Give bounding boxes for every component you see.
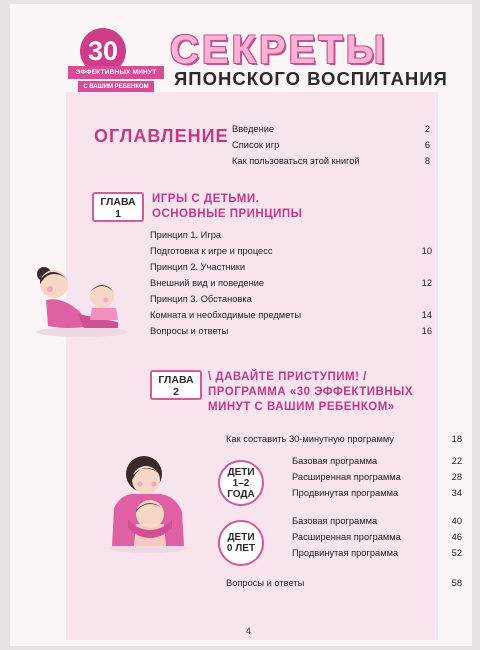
- toc-item[interactable]: Базовая программа: [292, 456, 378, 466]
- toc-item[interactable]: Вопросы и ответы: [150, 326, 229, 336]
- chapter-title-line: ПРОГРАММА «30 ЭФФЕКТИВНЫХ: [208, 386, 414, 398]
- toc-item[interactable]: Комната и необходимые предметы: [150, 310, 301, 320]
- age-badge-line: 0 ЛЕТ: [226, 543, 256, 554]
- chapter-label-word: ГЛАВА: [158, 374, 194, 386]
- toc-item[interactable]: Базовая программа: [292, 516, 378, 526]
- toc-page: 46: [451, 532, 462, 542]
- toc-page: 28: [451, 472, 462, 482]
- toc-page: 22: [451, 456, 462, 466]
- chapter-label-number: 1: [115, 208, 121, 220]
- chapter-2-title: [208, 370, 413, 415]
- mother-child-illustration: [98, 450, 198, 554]
- toc-page: 58: [451, 578, 462, 588]
- toc-page: 10: [421, 246, 432, 256]
- toc-page: 16: [421, 326, 432, 336]
- toc-item[interactable]: Внешний вид и поведение: [150, 278, 265, 288]
- chapter-1-title: [152, 192, 302, 222]
- age-badge-line: ДЕТИ: [227, 532, 255, 543]
- toc-page: 40: [451, 516, 462, 526]
- toc-item[interactable]: Принцип 2. Участники: [150, 262, 246, 272]
- parent-baby-illustration: [22, 256, 142, 340]
- toc-item[interactable]: Расширенная программа: [292, 472, 401, 482]
- age-badge-line: 1–2: [232, 477, 250, 489]
- book-page: [10, 4, 472, 646]
- toc-item[interactable]: Продвинутая программа: [292, 488, 399, 498]
- age-badge-line: ГОДА: [227, 488, 255, 500]
- toc-item[interactable]: Принцип 3. Обстановка: [150, 294, 252, 304]
- toc-item[interactable]: Подготовка к игре и процесс: [150, 246, 273, 256]
- toc-item[interactable]: Расширенная программа: [292, 532, 401, 542]
- chapter-title-line: ИГРЫ С ДЕТЬМИ.: [152, 193, 260, 205]
- toc-page: 34: [451, 488, 462, 498]
- toc-item[interactable]: Как пользоваться этой книгой: [232, 156, 360, 166]
- toc-page: 52: [451, 548, 462, 558]
- toc-page: 18: [451, 434, 462, 444]
- page-number: 4: [246, 626, 252, 636]
- age-badge-line: ДЕТИ: [227, 466, 255, 478]
- toc-item[interactable]: Как составить 30-минутную программу: [226, 434, 394, 444]
- toc-item[interactable]: Принцип 1. Игра: [150, 230, 222, 240]
- toc-item[interactable]: Вопросы и ответы: [226, 578, 305, 588]
- chapter-title-line: МИНУТ С ВАШИМ РЕБЕНКОМ»: [208, 401, 395, 413]
- chapter-title-line: ОСНОВНЫЕ ПРИНЦИПЫ: [152, 208, 303, 220]
- book-title: СЕКРЕТЫ: [170, 28, 388, 72]
- age-0-badge: [218, 520, 264, 566]
- book-subtitle: ЯПОНСКОГО ВОСПИТАНИЯ: [174, 68, 448, 89]
- toc-page: 14: [421, 310, 432, 320]
- toc-item[interactable]: Введение: [232, 124, 275, 134]
- chapter-label-number: 2: [173, 386, 179, 398]
- thirty-minutes-badge: [68, 28, 168, 98]
- chapter-title-line: \ ДАВАЙТЕ ПРИСТУПИМ! /: [208, 371, 367, 383]
- toc-item[interactable]: Список игр: [232, 140, 280, 150]
- toc-page: 8: [424, 156, 430, 166]
- badge-line-2: С ВАШИМ РЕБЕНКОМ: [78, 81, 154, 92]
- badge-number: 30: [80, 28, 126, 74]
- toc-page: 6: [424, 140, 430, 150]
- badge-line-1: ЭФФЕКТИВНЫХ МИНУТ: [68, 66, 164, 79]
- toc-heading: ОГЛАВЛЕНИЕ: [94, 126, 229, 146]
- chapter-1-label: [92, 192, 144, 222]
- toc-page: 2: [424, 124, 430, 134]
- chapter-label-word: ГЛАВА: [100, 196, 136, 208]
- toc-item[interactable]: Продвинутая программа: [292, 548, 399, 558]
- chapter-2-label: [150, 370, 202, 400]
- toc-page: 12: [421, 278, 432, 288]
- age-1-2-badge: [218, 460, 264, 506]
